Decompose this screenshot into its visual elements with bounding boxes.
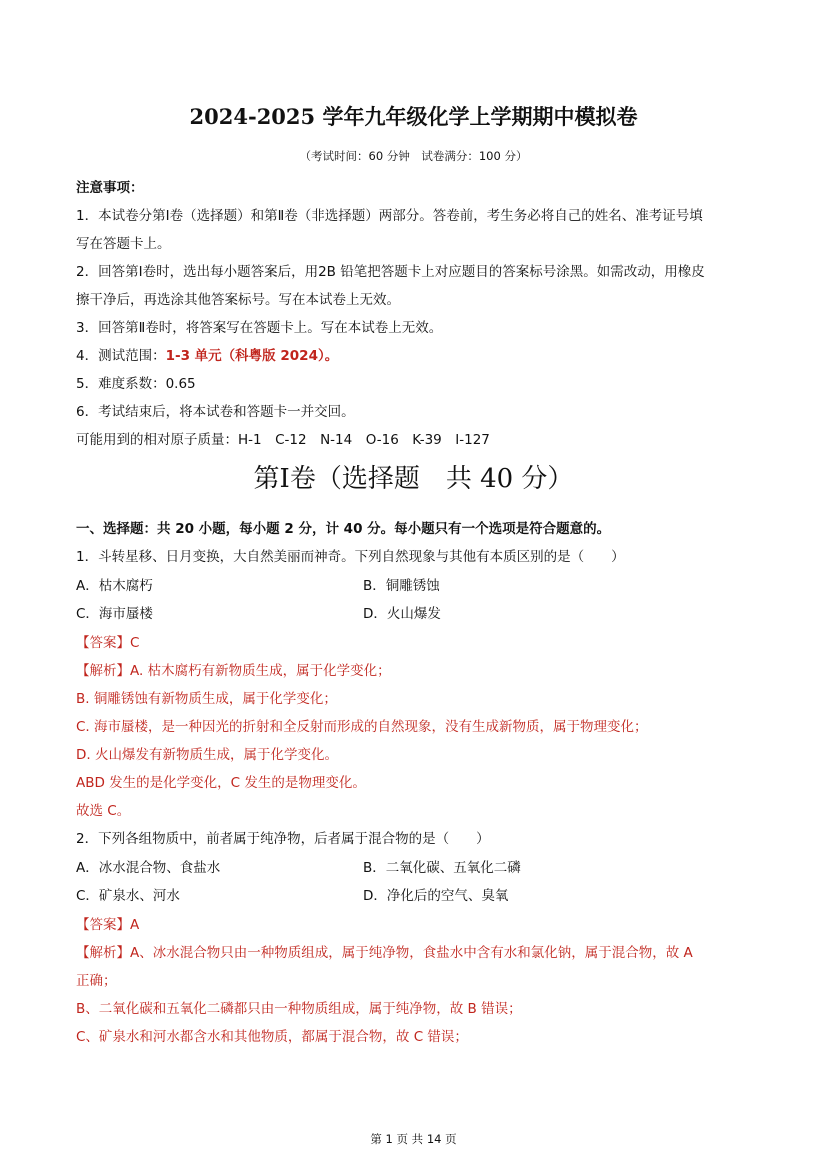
q1-option-a: A．枯木腐朽 xyxy=(76,578,153,594)
q1-explanation-4: D. 火山爆发有新物质生成，属于化学变化。 xyxy=(76,747,338,763)
q2-explanation-2: B、二氧化碳和五氧化二磷都只由一种物质组成，属于纯净物，故 B 错误； xyxy=(76,1001,522,1017)
q1-stem: 1．斗转星移、日月变换，大自然美丽而神奇。下列自然现象与其他有本质区别的是（ ） xyxy=(76,549,625,565)
q2-stem: 2．下列各组物质中，前者属于纯净物，后者属于混合物的是（ ） xyxy=(76,831,490,847)
page-number: 第 1 页 共 14 页 xyxy=(370,1132,457,1146)
note-2-line-1: 2．回答第Ⅰ卷时，选出每小题答案后，用2B 铅笔把答题卡上对应题目的答案标号涂黑。如需改动，用橡皮 xyxy=(76,264,705,280)
q1-option-d: D．火山爆发 xyxy=(363,606,441,622)
q1-explanation-3: C. 海市蜃楼，是一种因光的折射和全反射而形成的自然现象，没有生成新物质，属于物理变化； xyxy=(76,719,648,735)
q1-option-b: B．铜雕锈蚀 xyxy=(363,578,440,594)
q2-option-b: B．二氧化碳、五氧化二磷 xyxy=(363,860,521,876)
note-4-prefix: 4．测试范围： xyxy=(76,348,166,364)
note-5: 5．难度系数：0.65 xyxy=(76,376,196,392)
exam-info: （考试时间：60 分钟 试卷满分：100 分） xyxy=(299,149,528,163)
q2-option-d: D．净化后的空气、臭氧 xyxy=(363,888,509,904)
note-6: 6．考试结束后，将本试卷和答题卡一并交回。 xyxy=(76,404,355,420)
note-2-line-2: 擦干净后，再选涂其他答案标号。写在本试卷上无效。 xyxy=(76,292,400,308)
q1-answer: 【答案】C xyxy=(76,635,140,651)
q2-option-a: A．冰水混合物、食盐水 xyxy=(76,860,221,876)
note-1-line-2: 写在答题卡上。 xyxy=(76,236,171,252)
q1-explanation-6: 故选 C。 xyxy=(76,803,131,819)
page-title: 2024-2025 学年九年级化学上学期期中模拟卷 xyxy=(189,104,638,129)
note-3: 3．回答第Ⅱ卷时，将答案写在答题卡上。写在本试卷上无效。 xyxy=(76,320,443,336)
q2-answer: 【答案】A xyxy=(76,917,140,933)
q1-explanation-1: 【解析】A. 枯木腐朽有新物质生成，属于化学变化； xyxy=(76,663,391,679)
notes-heading: 注意事项： xyxy=(76,180,144,196)
q1-explanation-2: B. 铜雕锈蚀有新物质生成，属于化学变化； xyxy=(76,691,337,707)
q1-explanation-5: ABD 发生的是化学变化，C 发生的是物理变化。 xyxy=(76,775,366,791)
q1-option-c: C．海市蜃楼 xyxy=(76,606,153,622)
note-1-line-1: 1．本试卷分第Ⅰ卷（选择题）和第Ⅱ卷（非选择题）两部分。答卷前，考生务必将自己的姓名、准考证号填 xyxy=(76,208,703,224)
q2-option-c: C．矿泉水、河水 xyxy=(76,888,180,904)
note-4 xyxy=(76,346,767,366)
test-range: 1-3 单元（科粤版 2024）。 xyxy=(165,348,339,364)
atomic-mass-note: 可能用到的相对原子质量：H-1 C-12 N-14 O-16 K-39 I-127 xyxy=(76,432,490,448)
q2-explanation-1-line-2: 正确； xyxy=(76,973,117,989)
section-title: 第Ⅰ卷（选择题 共 40 分） xyxy=(253,464,574,494)
q2-explanation-1-line-1: 【解析】A、冰水混合物只由一种物质组成，属于纯净物，食盐水中含有水和氯化钠，属于混合物，故 A xyxy=(76,945,693,961)
q2-explanation-3: C、矿泉水和河水都含水和其他物质，都属于混合物，故 C 错误； xyxy=(76,1029,468,1045)
section-instruction: 一、选择题：共 20 小题，每小题 2 分，计 40 分。每小题只有一个选项是符合题意的。 xyxy=(76,521,611,537)
